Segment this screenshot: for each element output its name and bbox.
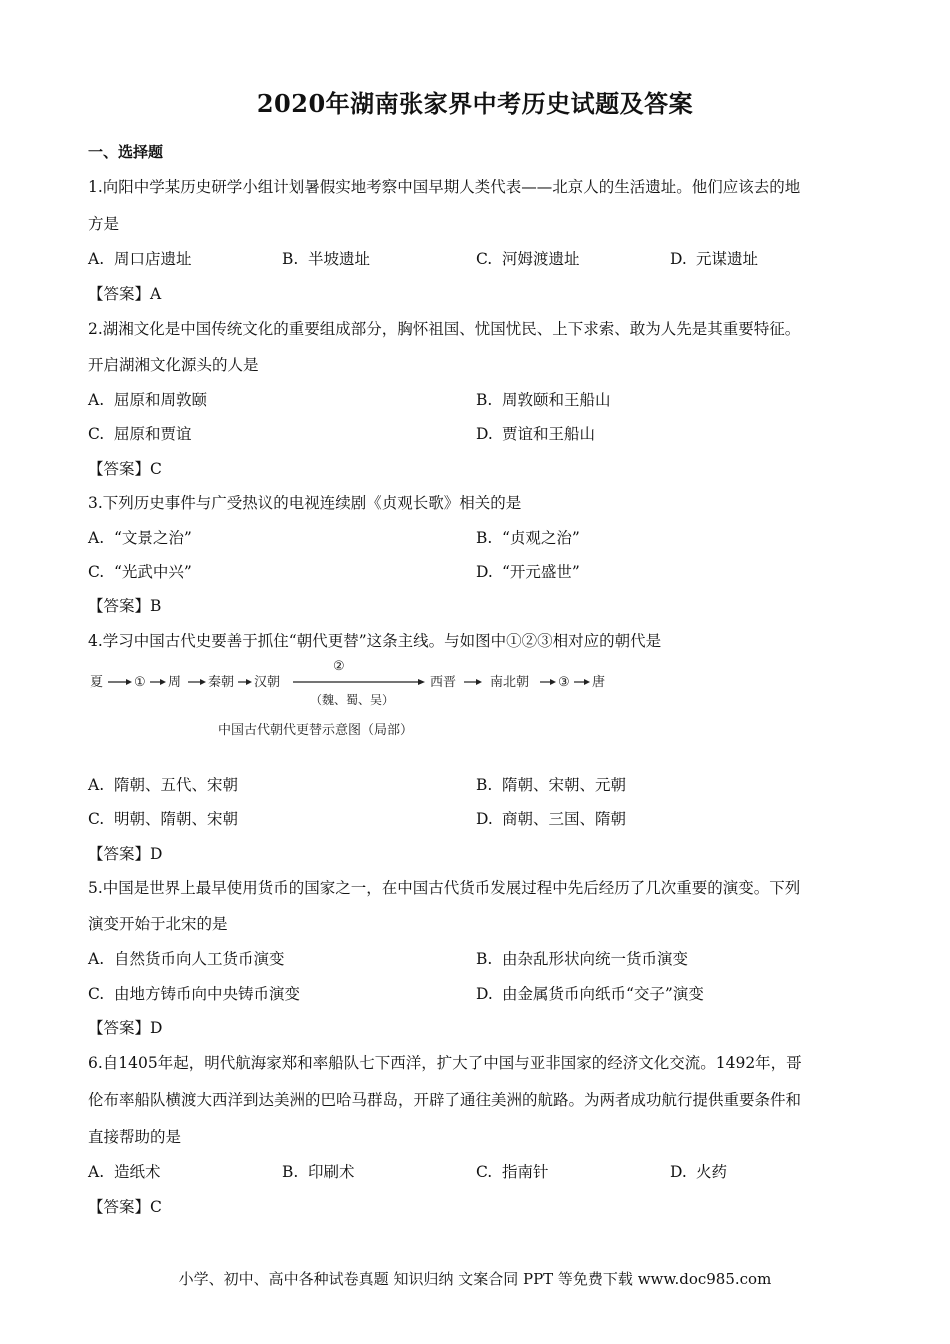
document-title: 2020年湖南张家界中考历史试题及答案 xyxy=(256,89,694,118)
question-5-option-d: D. 由金属货币向纸币“交子”演变 xyxy=(476,985,704,1003)
question-5-line-1: 5.中国是世界上最早使用货币的国家之一，在中国古代货币发展过程中先后经历了几次重要的演变。下列 xyxy=(88,879,801,897)
question-2-option-d: D. 贾谊和王船山 xyxy=(476,425,596,443)
question-1-line-2: 方是 xyxy=(88,215,120,233)
question-1-answer: 【答案】A xyxy=(88,285,162,303)
question-5-option-b: B. 由杂乱形状向统一货币演变 xyxy=(476,950,689,968)
question-1-option-b: B. 半坡遗址 xyxy=(282,250,371,268)
question-6-option-a: A. 造纸术 xyxy=(88,1163,161,1181)
question-3-option-d: D. “开元盛世” xyxy=(476,563,580,581)
diagram-xia: 夏 xyxy=(90,675,104,690)
question-4-option-c: C. 明朝、隋朝、宋朝 xyxy=(88,810,239,828)
diagram-zhou: 周 xyxy=(168,675,182,690)
diagram-western-jin: 西晋 xyxy=(430,675,457,690)
question-3-option-b: B. “贞观之治” xyxy=(476,529,580,547)
question-1-line-1: 1.向阳中学某历史研学小组计划暑假实地考察中国早期人类代表——北京人的生活遗址。他们应该去的地 xyxy=(88,178,801,196)
question-2-line-2: 开启湖湘文化源头的人是 xyxy=(88,356,259,374)
question-4-option-a: A. 隋朝、五代、宋朝 xyxy=(88,776,239,794)
question-5-option-c: C. 由地方铸币向中央铸币演变 xyxy=(88,985,301,1003)
diagram-southern-northern: 南北朝 xyxy=(490,675,530,690)
question-1-option-c: C. 河姆渡遗址 xyxy=(476,250,580,268)
question-2-line-1: 2.湖湘文化是中国传统文化的重要组成部分，胸怀祖国、忧国忧民、上下求索、敢为人先是其重要特征。 xyxy=(88,320,801,338)
question-5-option-a: A. 自然货币向人工货币演变 xyxy=(88,950,285,968)
question-6-line-1: 6.自1405年起，明代航海家郑和率船队七下西洋，扩大了中国与亚非国家的经济文化交流。1492年，哥 xyxy=(88,1054,802,1072)
question-6-option-b: B. 印刷术 xyxy=(282,1163,355,1181)
diagram-qin: 秦朝 xyxy=(208,675,235,690)
diagram-slot-2: ② xyxy=(333,659,345,674)
section-heading: 一、选择题 xyxy=(88,143,164,161)
question-1-option-a: A. 周口店遗址 xyxy=(88,250,192,268)
question-3-answer: 【答案】B xyxy=(88,597,162,615)
question-4-answer: 【答案】D xyxy=(88,845,163,863)
question-2-option-a: A. 屈原和周敦颐 xyxy=(88,391,208,409)
question-6-option-d: D. 火药 xyxy=(670,1163,728,1181)
question-3-line-1: 3.下列历史事件与广受热议的电视连续剧《贞观长歌》相关的是 xyxy=(88,494,522,512)
question-1-option-d: D. 元谋遗址 xyxy=(670,250,759,268)
question-4-option-d: D. 商朝、三国、隋朝 xyxy=(476,810,627,828)
question-6-option-c: C. 指南针 xyxy=(476,1163,549,1181)
question-6-line-2: 伦布率船队横渡大西洋到达美洲的巴哈马群岛，开辟了通往美洲的航路。为两者成功航行提供重要条件和 xyxy=(88,1091,802,1109)
question-3-option-c: C. “光武中兴” xyxy=(88,563,192,581)
diagram-three-kingdoms-note: （魏、蜀、吴） xyxy=(310,693,395,707)
question-5-line-2: 演变开始于北宋的是 xyxy=(88,915,228,933)
dynasty-succession-diagram xyxy=(88,658,648,748)
question-5-answer: 【答案】D xyxy=(88,1019,163,1037)
question-3-option-a: A. “文景之治” xyxy=(88,529,192,547)
diagram-caption: 中国古代朝代更替示意图（局部） xyxy=(218,723,414,738)
question-2-option-c: C. 屈原和贾谊 xyxy=(88,425,192,443)
question-2-answer: 【答案】C xyxy=(88,460,162,478)
question-6-line-3: 直接帮助的是 xyxy=(88,1128,182,1146)
page-footer: 小学、初中、高中各种试卷真题 知识归纳 文案合同 PPT 等免费下载 www.doc985.com xyxy=(178,1270,772,1288)
diagram-tang: 唐 xyxy=(592,675,606,690)
diagram-slot-3: ③ xyxy=(558,675,570,690)
diagram-slot-1: ① xyxy=(134,675,146,690)
question-4-line-1: 4.学习中国古代史要善于抓住“朝代更替”这条主线。与如图中①②③相对应的朝代是 xyxy=(88,632,662,650)
question-2-option-b: B. 周敦颐和王船山 xyxy=(476,391,611,409)
diagram-han: 汉朝 xyxy=(254,675,281,690)
question-6-answer: 【答案】C xyxy=(88,1198,162,1216)
question-4-option-b: B. 隋朝、宋朝、元朝 xyxy=(476,776,627,794)
